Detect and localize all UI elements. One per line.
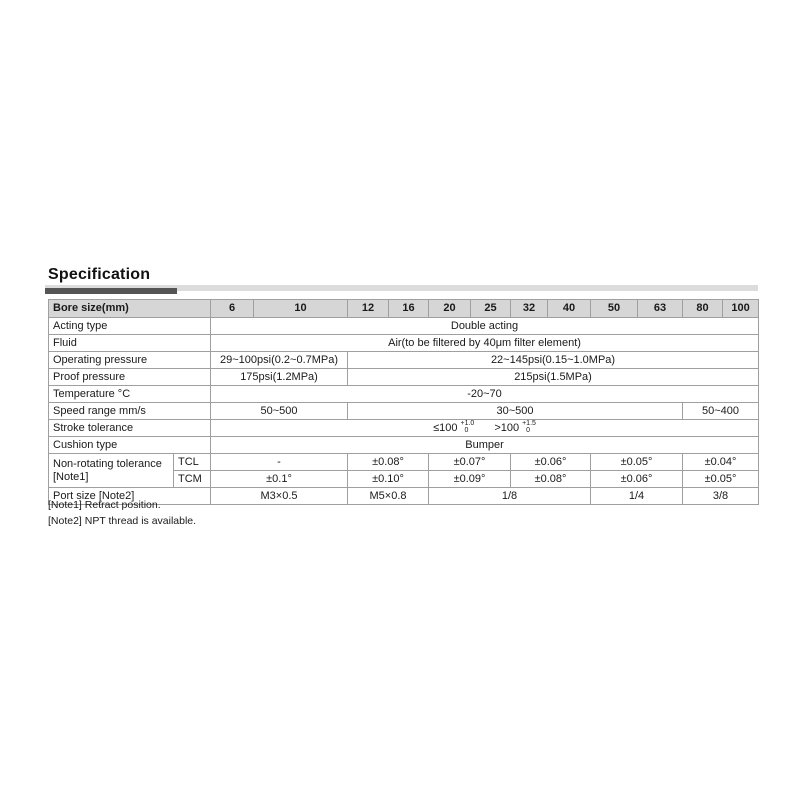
bore-col-32: 32 xyxy=(511,300,548,318)
cushion-type-value: Bumper xyxy=(211,437,759,454)
tcl-50-63: ±0.05° xyxy=(591,454,683,471)
proof-pressure-large-bores: 215psi(1.5MPa) xyxy=(348,369,759,386)
note-2: [Note2] NPT thread is available. xyxy=(48,514,197,527)
row-cushion-type xyxy=(49,437,759,454)
tcm-label: TCM xyxy=(174,471,211,488)
stroke-tolerance-value xyxy=(211,420,759,437)
row-fluid xyxy=(49,335,759,352)
footnotes xyxy=(48,498,196,529)
bore-col-6: 6 xyxy=(211,300,254,318)
bore-size-header-cell: Bore size(mm) xyxy=(49,300,211,318)
temperature-value: -20~70 xyxy=(211,386,759,403)
temperature-label: Temperature °C xyxy=(49,386,211,403)
row-proof-pressure xyxy=(49,369,759,386)
speed-range-large-bores: 50~400 xyxy=(683,403,759,420)
row-acting-type xyxy=(49,318,759,335)
row-non-rotating-tcl xyxy=(49,454,759,471)
acting-type-label: Acting type xyxy=(49,318,211,335)
tcm-50-63: ±0.06° xyxy=(591,471,683,488)
bore-col-25: 25 xyxy=(471,300,511,318)
proof-pressure-label: Proof pressure xyxy=(49,369,211,386)
port-size-12-16: M5×0.8 xyxy=(348,488,429,505)
tcl-32-40: ±0.06° xyxy=(511,454,591,471)
specification-table xyxy=(48,299,759,505)
acting-type-value: Double acting xyxy=(211,318,759,335)
stroke-tolerance-label: Stroke tolerance xyxy=(49,420,211,437)
tcl-6-10: - xyxy=(211,454,348,471)
tcl-12-16: ±0.08° xyxy=(348,454,429,471)
stroke-le-tolerance: +1.0 0 xyxy=(460,420,475,434)
table-header-row xyxy=(49,300,759,318)
fluid-label: Fluid xyxy=(49,335,211,352)
tcl-label: TCL xyxy=(174,454,211,471)
tcm-6-10: ±0.1° xyxy=(211,471,348,488)
title-underline-dark xyxy=(45,288,177,294)
bore-col-63: 63 xyxy=(638,300,683,318)
port-size-20-40: 1/8 xyxy=(429,488,591,505)
tcm-32-40: ±0.08° xyxy=(511,471,591,488)
stroke-gt-tolerance: +1.5 0 xyxy=(522,420,536,434)
row-speed-range xyxy=(49,403,759,420)
bore-col-80: 80 xyxy=(683,300,723,318)
stroke-le-value: ≤100 xyxy=(433,421,458,434)
non-rotating-tolerance-label: Non-rotating tolerance [Note1] xyxy=(49,454,174,488)
row-temperature xyxy=(49,386,759,403)
tcm-12-16: ±0.10° xyxy=(348,471,429,488)
row-operating-pressure xyxy=(49,352,759,369)
speed-range-small-bores: 50~500 xyxy=(211,403,348,420)
page-title: Specification xyxy=(48,266,151,283)
operating-pressure-small-bores: 29~100psi(0.2~0.7MPa) xyxy=(211,352,348,369)
proof-pressure-small-bores: 175psi(1.2MPa) xyxy=(211,369,348,386)
tcm-20-25: ±0.09° xyxy=(429,471,511,488)
bore-col-40: 40 xyxy=(548,300,591,318)
bore-col-50: 50 xyxy=(591,300,638,318)
fluid-value: Air(to be filtered by 40μm filter element) xyxy=(211,335,759,352)
tcl-80-100: ±0.04° xyxy=(683,454,759,471)
tcl-20-25: ±0.07° xyxy=(429,454,511,471)
port-size-80-100: 3/8 xyxy=(683,488,759,505)
row-stroke-tolerance xyxy=(49,420,759,437)
bore-col-100: 100 xyxy=(723,300,759,318)
bore-col-10: 10 xyxy=(254,300,348,318)
port-size-50-63: 1/4 xyxy=(591,488,683,505)
operating-pressure-label: Operating pressure xyxy=(49,352,211,369)
cushion-type-label: Cushion type xyxy=(49,437,211,454)
note-1: [Note1] Retract position. xyxy=(48,499,161,511)
operating-pressure-large-bores: 22~145psi(0.15~1.0MPa) xyxy=(348,352,759,369)
bore-col-20: 20 xyxy=(429,300,471,318)
bore-col-16: 16 xyxy=(389,300,429,318)
tcm-80-100: ±0.05° xyxy=(683,471,759,488)
speed-range-label: Speed range mm/s xyxy=(49,403,211,420)
stroke-gt-value: >100 xyxy=(494,421,520,434)
port-size-6-10: M3×0.5 xyxy=(211,488,348,505)
speed-range-mid-bores: 30~500 xyxy=(348,403,683,420)
port-size-label: Port size [Note2] xyxy=(49,488,211,505)
bore-col-12: 12 xyxy=(348,300,389,318)
